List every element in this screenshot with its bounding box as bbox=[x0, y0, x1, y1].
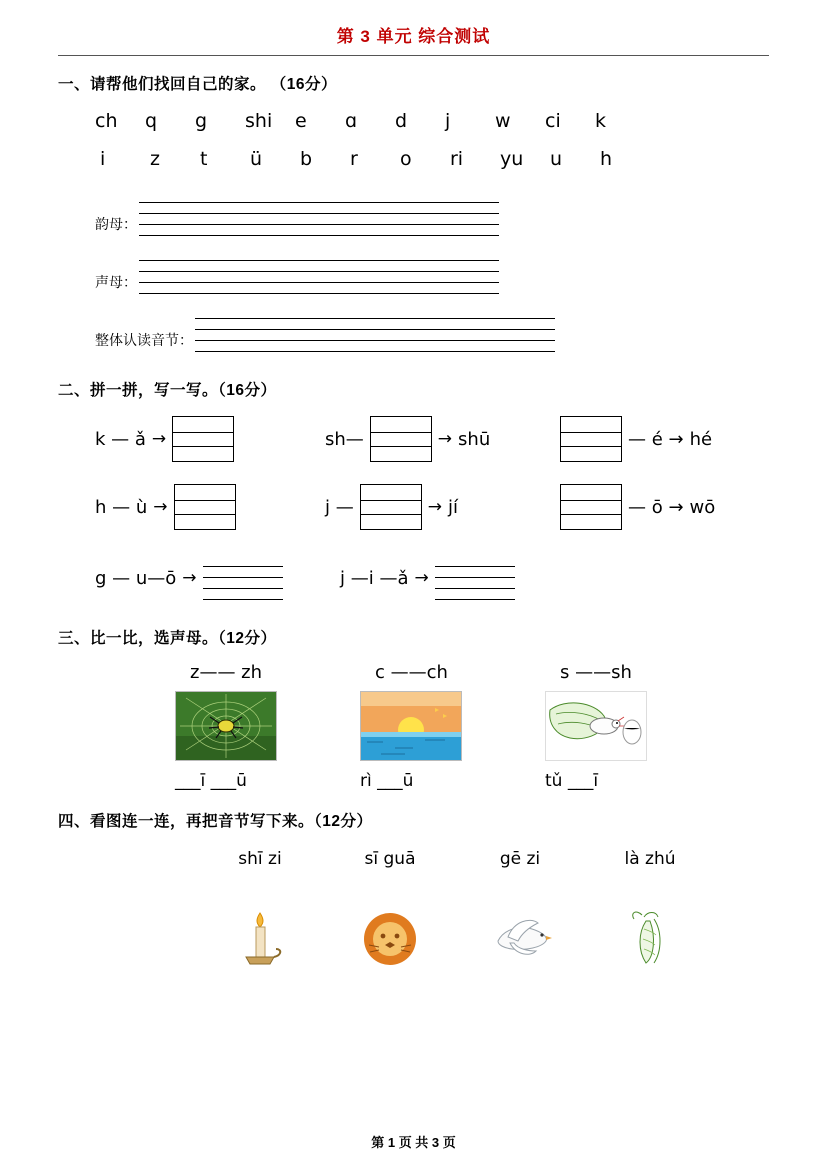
picture-cell[interactable] bbox=[325, 907, 455, 969]
label-shengmu: 声母： bbox=[95, 276, 137, 291]
spell-result: wō bbox=[689, 496, 716, 518]
spell-item[interactable] bbox=[560, 484, 715, 530]
compare-answer[interactable]: rì ___ū bbox=[360, 771, 414, 791]
spell-item[interactable] bbox=[95, 484, 325, 530]
match-word[interactable]: shī zi bbox=[238, 849, 282, 869]
section-heading-4: 四、看图连一连，再把音节写下来。（12分） bbox=[58, 813, 373, 830]
spell-left: j — bbox=[325, 496, 354, 518]
spider-web-photo bbox=[175, 691, 277, 761]
arrow-icon: → bbox=[151, 429, 167, 449]
picture-cell bbox=[175, 691, 360, 761]
compare-answer-row bbox=[175, 771, 827, 791]
picture-cell[interactable] bbox=[455, 907, 585, 969]
spell-left: sh— bbox=[325, 428, 364, 450]
arrow-icon: → bbox=[427, 497, 442, 517]
write-line[interactable] bbox=[139, 203, 499, 214]
write-line[interactable] bbox=[195, 319, 555, 330]
page-footer: 第 1 页 共 3 页 bbox=[371, 1135, 456, 1150]
compare-pair[interactable]: z—— zh bbox=[190, 662, 263, 683]
arrow-icon: → bbox=[153, 497, 168, 517]
spell-row-2 bbox=[95, 484, 827, 530]
silkworm-image bbox=[546, 692, 646, 760]
pinyin-token: shi bbox=[245, 110, 273, 132]
write-line[interactable] bbox=[203, 578, 283, 589]
write-line[interactable] bbox=[139, 261, 499, 272]
write-line[interactable] bbox=[435, 567, 515, 578]
spell-row-3 bbox=[95, 556, 827, 600]
write-line[interactable] bbox=[139, 272, 499, 283]
dove-icon bbox=[486, 907, 554, 965]
write-lines-yunmu[interactable] bbox=[139, 192, 499, 236]
spell-item[interactable] bbox=[325, 416, 560, 462]
pinyin-token: e bbox=[295, 110, 307, 132]
picture-cell[interactable] bbox=[195, 907, 325, 969]
write-line[interactable] bbox=[435, 556, 515, 567]
write-lines[interactable] bbox=[435, 556, 515, 600]
pinyin-token: j bbox=[445, 110, 451, 132]
write-line[interactable] bbox=[435, 589, 515, 600]
section-heading-2: 二、拼一拼，写一写。（16分） bbox=[58, 382, 277, 399]
pinyin-token: h bbox=[600, 148, 613, 170]
write-box[interactable] bbox=[370, 416, 432, 462]
luffa-icon bbox=[624, 907, 676, 969]
spell-result: shū bbox=[458, 428, 491, 450]
write-lines-zhengti[interactable] bbox=[195, 308, 555, 352]
pinyin-token: ɑ bbox=[345, 110, 358, 132]
write-box[interactable] bbox=[560, 416, 622, 462]
pinyin-token: r bbox=[350, 148, 358, 170]
answer-group-yunmu[interactable] bbox=[95, 192, 827, 236]
write-box[interactable] bbox=[560, 484, 622, 530]
write-line[interactable] bbox=[195, 330, 555, 341]
section-heading-1: 一、请帮他们找回自己的家。 （16分） bbox=[58, 76, 338, 93]
picture-cell[interactable] bbox=[585, 907, 715, 969]
write-line[interactable] bbox=[435, 578, 515, 589]
pinyin-token: w bbox=[495, 110, 511, 132]
picture-cell bbox=[360, 691, 545, 761]
page-title: 第 3 单元 综合测试 bbox=[336, 27, 491, 46]
match-word[interactable]: sī guā bbox=[364, 849, 416, 869]
pinyin-bank-row-2 bbox=[100, 148, 827, 170]
spell-item[interactable] bbox=[560, 416, 712, 462]
pinyin-token: k bbox=[595, 110, 607, 132]
section-heading-3: 三、比一比，选声母。（12分） bbox=[58, 630, 277, 647]
pinyin-token: z bbox=[150, 148, 160, 170]
arrow-icon: → bbox=[414, 568, 429, 588]
match-pictures-row bbox=[195, 907, 827, 969]
spell-item[interactable] bbox=[95, 416, 325, 462]
write-line[interactable] bbox=[139, 225, 499, 236]
spell-result: jí bbox=[447, 496, 458, 518]
write-line[interactable] bbox=[139, 283, 499, 294]
write-line[interactable] bbox=[203, 589, 283, 600]
pinyin-bank-row-1 bbox=[95, 110, 827, 132]
spell-item[interactable] bbox=[340, 556, 515, 600]
pinyin-token: i bbox=[100, 148, 106, 170]
write-line[interactable] bbox=[139, 214, 499, 225]
write-line[interactable] bbox=[195, 308, 555, 319]
sunset-sea-image bbox=[361, 692, 461, 760]
spell-item[interactable] bbox=[95, 556, 340, 600]
pinyin-token: d bbox=[395, 110, 408, 132]
write-line[interactable] bbox=[203, 556, 283, 567]
pinyin-token: b bbox=[300, 148, 313, 170]
pinyin-token: o bbox=[400, 148, 412, 170]
write-line[interactable] bbox=[139, 192, 499, 203]
spell-left: k — ǎ bbox=[95, 428, 146, 450]
spell-result: hé bbox=[689, 428, 713, 450]
spell-mid: — ō → bbox=[628, 496, 684, 518]
compare-pairs-row bbox=[190, 662, 827, 683]
title-divider bbox=[58, 55, 769, 56]
silkworm-drawing bbox=[545, 691, 647, 761]
pinyin-token: u bbox=[550, 148, 563, 170]
write-box[interactable] bbox=[174, 484, 236, 530]
pinyin-token: q bbox=[145, 110, 158, 132]
arrow-icon: → bbox=[182, 568, 197, 588]
spell-mid: — é → bbox=[628, 428, 684, 450]
compare-pair[interactable]: c ——ch bbox=[375, 662, 448, 683]
sunset-sea-photo bbox=[360, 691, 462, 761]
label-zhengti: 整体认读音节： bbox=[95, 334, 193, 349]
candle-icon bbox=[232, 907, 288, 969]
pinyin-token: ci bbox=[545, 110, 561, 132]
arrow-icon: → bbox=[437, 429, 453, 449]
match-word[interactable]: là zhú bbox=[624, 849, 676, 869]
write-lines-shengmu[interactable] bbox=[139, 250, 499, 294]
compare-answer[interactable]: tǔ ___ī bbox=[545, 771, 599, 791]
pinyin-token: ri bbox=[450, 148, 464, 170]
picture-row bbox=[175, 691, 827, 761]
spell-left: h — ù bbox=[95, 496, 148, 518]
spell-row-1 bbox=[95, 416, 827, 462]
compare-pair[interactable]: s ——sh bbox=[560, 662, 632, 683]
compare-answer[interactable]: ___ī ___ū bbox=[175, 771, 247, 791]
pinyin-token: g bbox=[195, 110, 208, 132]
pinyin-token: ch bbox=[95, 110, 118, 132]
match-words-row bbox=[195, 849, 827, 869]
label-yunmu: 韵母： bbox=[95, 218, 137, 233]
spell-left: j —i —ǎ bbox=[340, 567, 409, 589]
write-box[interactable] bbox=[360, 484, 422, 530]
pinyin-token: yu bbox=[500, 148, 524, 170]
picture-cell bbox=[545, 691, 730, 761]
write-box[interactable] bbox=[172, 416, 234, 462]
spell-left: g — u—ō bbox=[95, 567, 177, 589]
answer-group-zhengti[interactable] bbox=[95, 308, 827, 352]
write-line[interactable] bbox=[139, 250, 499, 261]
spider-web-image bbox=[176, 692, 276, 760]
write-line[interactable] bbox=[203, 567, 283, 578]
match-word[interactable]: gē zi bbox=[499, 849, 541, 869]
spell-item[interactable] bbox=[325, 484, 560, 530]
write-line[interactable] bbox=[195, 341, 555, 352]
write-lines[interactable] bbox=[203, 556, 283, 600]
lion-icon bbox=[359, 907, 421, 969]
pinyin-token: ü bbox=[250, 148, 263, 170]
answer-group-shengmu[interactable] bbox=[95, 250, 827, 294]
pinyin-token: t bbox=[200, 148, 208, 170]
